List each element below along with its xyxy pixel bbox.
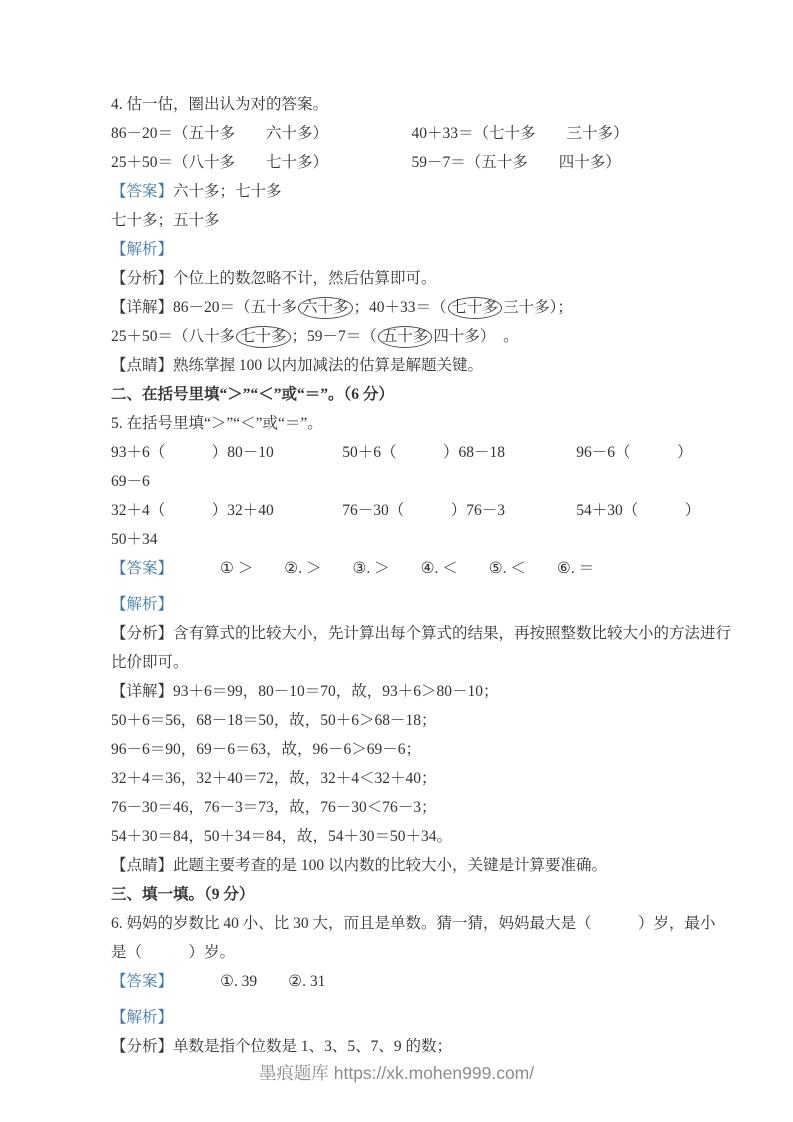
q4-options-row-1 [111,119,689,148]
text-segment: 25＋50＝（八十多 [111,328,236,345]
q4-expression: 40＋33＝（七十多 三十多） [411,125,629,142]
answer-label: 【答案】 [111,183,174,200]
q4-title: 4. 估一估，圈出认为对的答案。 [111,96,329,113]
q6-answer-item: ②. 31 [288,973,326,990]
q5-xiangjie-line: 32＋4＝36，32＋40＝72，故，32＋4＜32＋40； [111,770,437,787]
q5-fenxi-line-2: 比价即可。 [111,654,189,671]
q4-answer-line-1 [111,177,689,206]
q5-row-2 [111,496,701,525]
section2-heading: 二、在括号里填“＞”“＜”或“＝”。（6 分） [111,386,394,403]
answer-label: 【答案】 [111,560,174,577]
q5-row-1 [111,438,693,467]
q4-expression: 59－7＝（五十多 四十多） [411,154,621,171]
q5-answer-item: ⑤. ＜ [488,560,526,577]
q5-fenxi-line-1: 【分析】含有算式的比较大小，先计算出每个算式的结果，再按照整数比较大小的方法进行 [111,625,732,642]
q6-text-line-1: 6. 妈妈的岁数比 40 小、比 30 大，而且是单数。猜一猜，妈妈最大是（ ）岁，最小 [111,915,716,932]
q4-xiangjie-line-1 [111,293,689,322]
q5-expression: 32＋4（ ）32＋40 [111,502,274,519]
q5-title: 5. 在括号里填“＞”“＜”或“＝”。 [111,415,323,432]
q5-jiexi-label: 【解析】 [111,596,174,613]
q6-text-line-2: 是（ ）岁。 [111,944,236,961]
q4-jiexi-label: 【解析】 [111,241,174,258]
text-segment: 四十多） 。 [433,328,519,345]
q5-expression: 54＋30（ ） [576,502,701,519]
q5-xiangjie-line: 50＋6＝56，68－18＝50，故，50＋6＞68－18； [111,712,437,729]
q5-answer-item: ① ＞ [220,560,254,577]
circled-answer: 六十多 [298,297,353,319]
q5-answer-item: ⑥. ＝ [556,560,595,577]
q4-answer-text: 六十多；七十多 [173,183,282,200]
q5-expression: 96－6（ ） [576,444,693,461]
page-footer [0,1060,793,1085]
q5-dianjing: 【点睛】此题主要考查的是 100 以内数的比较大小，关键是计算要准确。 [111,857,608,874]
q4-dianjing: 【点睛】熟练掌握 100 以内加减法的估算是解题关键。 [111,357,484,374]
q5-answer-item: ④. ＜ [420,560,458,577]
circled-answer: 七十多 [236,326,291,348]
q5-xiangjie-line: 96－6＝90，69－6＝63，故，96－6＞69－6； [111,741,422,758]
q5-xiangjie-line: 76－30＝46，76－3＝73，故，76－30＜76－3； [111,799,437,816]
q5-expression: 93＋6（ ）80－10 [111,444,274,461]
q4-fenxi: 【分析】个位上的数忽略不计，然后估算即可。 [111,270,437,287]
q5-answer-item: ②. ＞ [284,560,322,577]
section3-heading: 三、填一填。（9 分） [111,886,255,903]
text-segment: 【详解】86－20＝（五十多 [111,299,298,316]
document-body [111,90,732,1061]
text-segment: ；59－7＝（ [291,328,377,345]
circled-answer: 七十多 [448,297,503,319]
q6-jiexi-label: 【解析】 [111,1009,174,1026]
q5-answer-row [111,554,689,583]
q4-xiangjie-line-2 [111,322,689,351]
q5-answer-item: ③. ＞ [352,560,390,577]
q5-expression: 76－30（ ）76－3 [342,502,505,519]
q5-xiangjie-line: 54＋30＝84，50＋34＝84，故，54＋30＝50＋34。 [111,828,453,845]
q5-row-1-continuation: 69－6 [111,473,150,490]
q4-answer-line-2: 七十多；五十多 [111,212,220,229]
q6-fenxi: 【分析】单数是指个位数是 1、3、5、7、9 的数； [111,1038,453,1055]
q6-answer-item: ①. 39 [220,973,258,990]
q4-options-row-2 [111,148,689,177]
q5-expression: 50＋6（ ）68－18 [342,444,505,461]
q4-expression: 25＋50＝（八十多 七十多） [111,154,329,171]
text-segment: 三十多）； [503,299,573,316]
q5-row-2-continuation: 50＋34 [111,531,158,548]
text-segment: ；40＋33＝（ [353,299,447,316]
q5-xiangjie-line: 【详解】93＋6＝99，80－10＝70，故，93＋6＞80－10； [111,683,499,700]
circled-answer: 五十多 [378,326,433,348]
q4-expression: 86－20＝（五十多 六十多） [111,125,329,142]
footer-site-link[interactable]: 墨痕题库 https://xk.mohen999.com/ [258,1063,535,1083]
answer-label: 【答案】 [111,973,174,990]
q6-answer-row [111,967,689,996]
